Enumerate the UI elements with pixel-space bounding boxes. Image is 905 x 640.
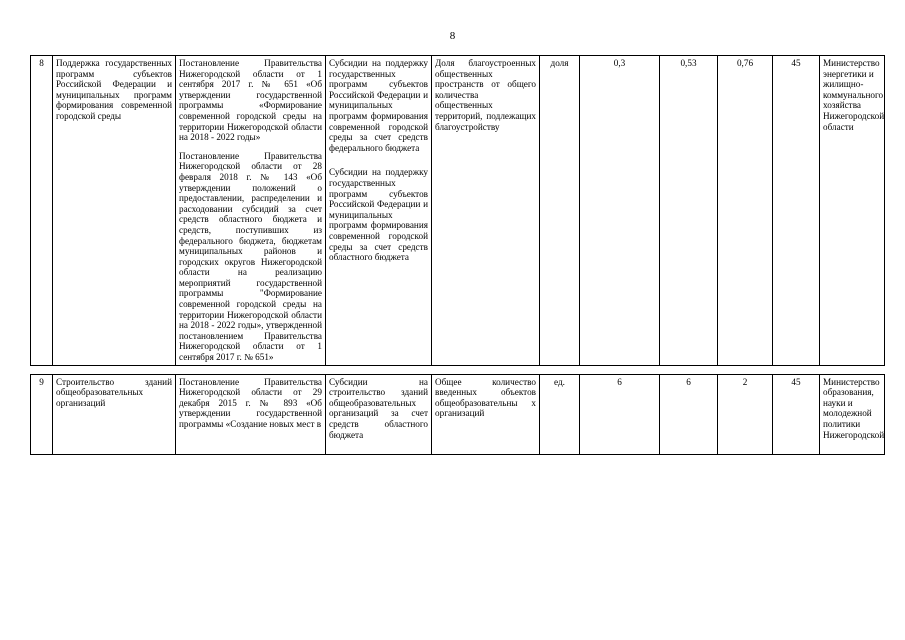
legal-document: Постановление Правительства Нижегородской области от 29 декабря 2015 г. № 893 «Об утверждении государственной программы «Создание новых мест в [179,376,322,429]
value-1: 0,3 [580,56,660,366]
legal-document: Постановление Правительства Нижегородской области от 28 февраля 2018 г. № 143 «Об утверждении положений о предоставлении, распределении и расходовании субсидий за счет средств областного бюджета и средств, поступивших из федерального бюджета, бюджетам муниципальных районов и городских округов Нижегородской области на реализацию мероприятий государственной программы "Формирование современной городской среды на территории Нижегородской области на 2018 - 2022 годы», утвержденной постановлением Правительства Нижегородской области от 1 сентября 2017 г. № 651» [179,150,322,363]
subsidy-types [326,56,432,366]
table-row [31,374,885,454]
unit: ед. [540,374,580,454]
subsidy-type: Субсидии на поддержку государственных программ субъектов Российской Федерации и муниципальных программ формирования современной городской среды за счет средств областного бюджета [329,167,428,263]
indicator: Доля благоустроенных общественных пространств от общего количества общественных территорий, подлежащих благоустройству [432,56,540,366]
program-name: Поддержка государственных программ субъектов Российской Федерации и муниципальных программ формирования современной городской среды [53,56,176,366]
value-2: 0,53 [660,56,718,366]
unit: доля [540,56,580,366]
subsidy-type: Субсидии на строительство зданий общеобразовательных организаций за счет средств областного бюджета [329,376,428,440]
program-name: Строительство зданий общеобразовательных организаций [53,374,176,454]
legal-documents [176,56,326,366]
table-row [31,56,885,366]
value-4: 45 [773,374,820,454]
value-3: 2 [718,374,773,454]
responsible-ministry: Министерство образования, науки и молодежной политики Нижегородской [820,374,885,454]
subsidy-table [30,55,885,455]
value-3: 0,76 [718,56,773,366]
legal-document: Постановление Правительства Нижегородской области от 1 сентября 2017 г. № 651 «Об утверждении государственной программы «Формирование современной городской среды на территории Нижегородской области на 2018 - 2022 годы» [179,58,322,143]
row-number: 9 [31,374,53,454]
legal-documents [176,374,326,454]
subsidy-type: Субсидии на поддержку государственных программ субъектов Российской Федерации и муниципальных программ формирования современной городской среды за счет средств федерального бюджета [329,58,428,153]
value-4: 45 [773,56,820,366]
subsidy-types [326,374,432,454]
indicator: Общее количество введенных объектов общеобразовательны х организаций [432,374,540,454]
row-number: 8 [31,56,53,366]
page-number: 8 [449,30,456,42]
responsible-ministry: Министерство энергетики и жилищно-коммунального хозяйства Нижегородской области [820,56,885,366]
value-1: 6 [580,374,660,454]
value-2: 6 [660,374,718,454]
row-spacer [31,365,885,374]
